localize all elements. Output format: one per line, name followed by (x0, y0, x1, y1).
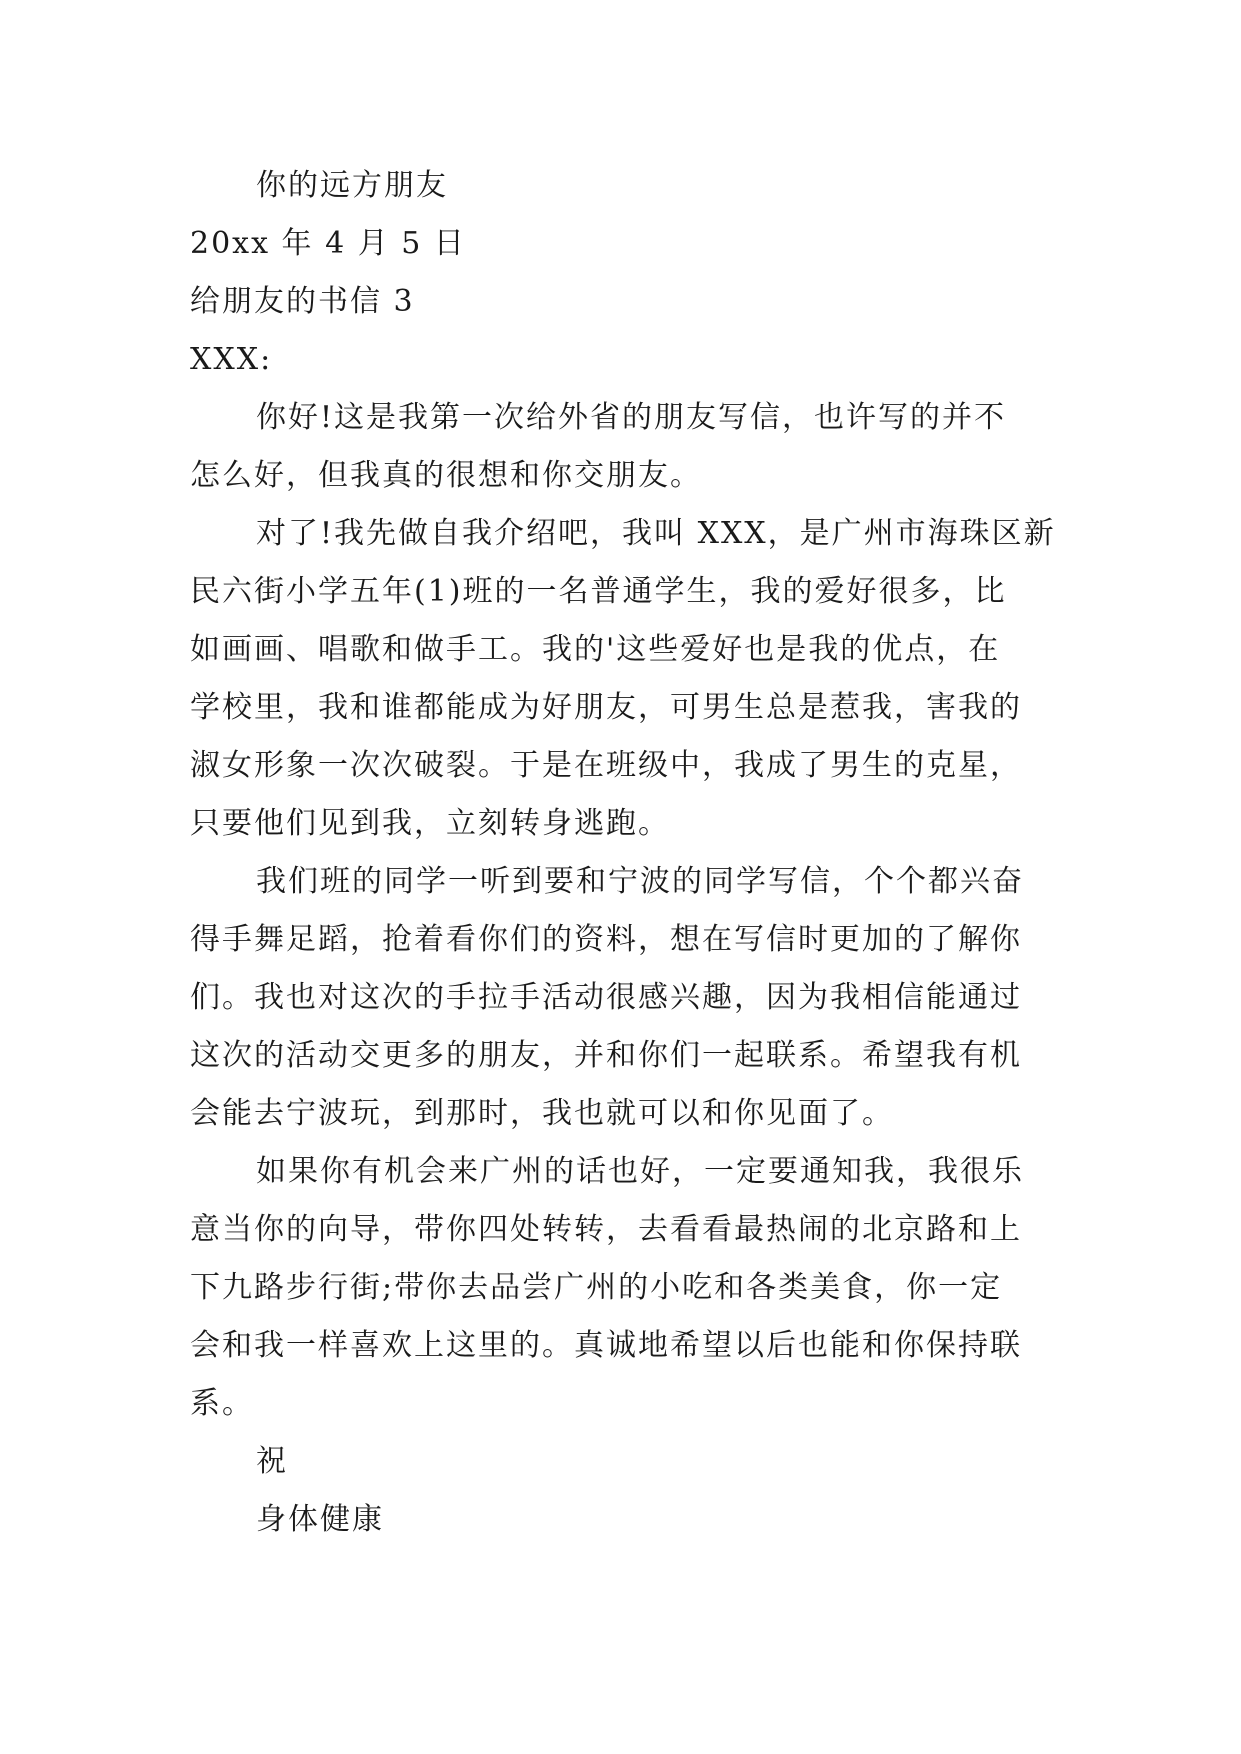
paragraph-1-line: 你好!这是我第一次给外省的朋友写信，也许写的并不 (256, 400, 1007, 435)
salutation: XXX: (190, 342, 273, 377)
paragraph-4-line: 如果你有机会来广州的话也好，一定要通知我，我很乐 (256, 1154, 1024, 1189)
paragraph-4-line: 意当你的向导，带你四处转转，去看看最热闹的北京路和上 (190, 1212, 1022, 1247)
previous-letter-signoff: 你的远方朋友 (256, 168, 448, 203)
paragraph-2-line: 如画画、唱歌和做手工。我的'这些爱好也是我的优点，在 (190, 632, 1001, 667)
closing-wish: 祝 (256, 1444, 288, 1479)
paragraph-4-line: 系。 (190, 1386, 254, 1421)
paragraph-3-line: 我们班的同学一听到要和宁波的同学写信，个个都兴奋 (256, 864, 1024, 899)
paragraph-2-line: 对了!我先做自我介绍吧，我叫 XXX，是广州市海珠区新 (256, 516, 1056, 551)
paragraph-4-line: 下九路步行街;带你去品尝广州的小吃和各类美食，你一定 (190, 1270, 1003, 1305)
paragraph-4-line: 会和我一样喜欢上这里的。真诚地希望以后也能和你保持联 (190, 1328, 1022, 1363)
paragraph-2-line: 学校里，我和谁都能成为好朋友，可男生总是惹我，害我的 (190, 690, 1022, 725)
paragraph-3-line: 这次的活动交更多的朋友，并和你们一起联系。希望我有机 (190, 1038, 1022, 1073)
paragraph-3-line: 会能去宁波玩，到那时，我也就可以和你见面了。 (190, 1096, 894, 1131)
paragraph-3-line: 得手舞足蹈，抢着看你们的资料，想在写信时更加的了解你 (190, 922, 1022, 957)
closing-blessing: 身体健康 (256, 1502, 384, 1537)
previous-letter-date: 20xx 年 4 月 5 日 (190, 226, 466, 261)
paragraph-1-line: 怎么好，但我真的很想和你交朋友。 (190, 458, 702, 493)
letter-title: 给朋友的书信 3 (190, 284, 415, 319)
paragraph-2-line: 只要他们见到我，立刻转身逃跑。 (190, 806, 670, 841)
paragraph-3-line: 们。我也对这次的手拉手活动很感兴趣，因为我相信能通过 (190, 980, 1022, 1015)
paragraph-2-line: 淑女形象一次次破裂。于是在班级中，我成了男生的克星， (190, 748, 1022, 783)
paragraph-2-line: 民六街小学五年(1)班的一名普通学生，我的爱好很多，比 (190, 574, 1007, 609)
